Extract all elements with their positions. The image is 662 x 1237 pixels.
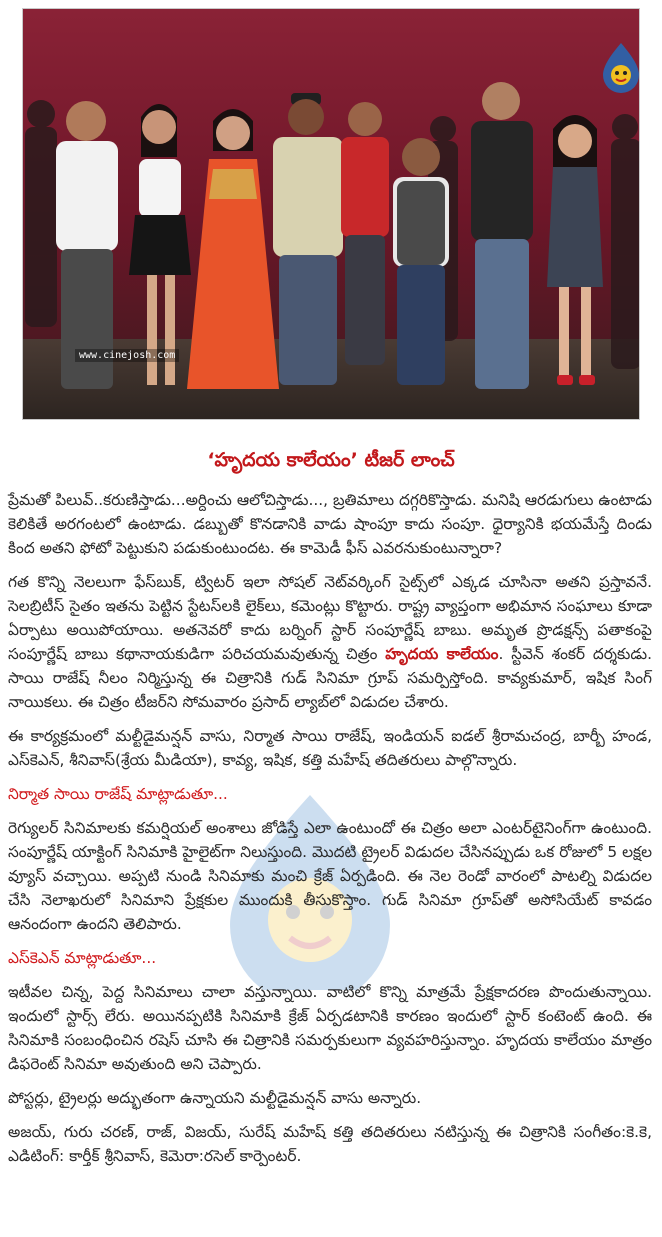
paragraph-vasu-quote: పోస్టర్లు, ట్రైలర్లు అద్భుతంగా ఉన్నాయని మల్టీడైమన్షన్ వాసు అన్నారు. (8, 1089, 422, 1107)
paragraph-skn-quote: ఇటీవల చిన్న, పెద్ద సినిమాలు చాలా వస్తున్నాయి. వాటిలో కొన్ని మాత్రమే ప్రేక్షకాదరణ పొందుతున్నాయి. ఇందులో స్టార్స్ లేరు. అయినప్పటికి సినిమాకి క్రేజ్ ఏర్పడటానికి కారణం ఇందులో స్టార్ కంటెంట్ ఉంది. ఈ సినిమాకి సంబంధించిన రషెస్ చూసి ఈ చిత్రానికి సమర్పకులుగా వ్యవహరిస్తున్నాం. హృదయ కాలేయం మాత్రం డిఫరెంట్ సినిమా అవుతుంది అని చెప్పారు. (8, 983, 652, 1073)
cinejosh-logo-icon (593, 39, 640, 95)
movie-title-highlight: హృదయ కాలేయం (385, 645, 499, 663)
event-photo (22, 8, 640, 420)
person-5 (341, 102, 389, 365)
subheading-producer: నిర్మాత సాయి రాజేష్ మాట్లాడుతూ... (8, 785, 228, 803)
person-7 (471, 82, 533, 389)
article-headline: ‘హృదయ కాలేయం’ టీజర్ లాంచ్ (207, 449, 455, 471)
paragraph-background (8, 570, 652, 714)
paragraph-attendees: ఈ కార్యక్రమంలో మల్టీడైమన్షన్ వాసు, నిర్మాత సాయి రాజేష్, ఇండియన్ ఐడల్ శ్రీరామచంద్ర, బార్బీ హండ, ఎస్‌కెఎన్, శీనివాస్(శ్రేయ మీడియా), కావ్య, ఇషిక, కత్తి మహేష్ తదితరులు పాల్గొన్నారు. (8, 727, 652, 769)
paragraph-cast-crew: అజయ్, గురు చరణ్, రాజ్, విజయ్, సురేష్ మహేష్ కత్తి తదితరులు నటిస్తున్న ఈ చిత్రానికి సంగీతం:కె.కె, ఎడిటింగ్: కార్తీక్ శ్రీనివాస్, కెమెరా:రసెల్ కార్పెంటర్. (8, 1123, 652, 1165)
photo-credit: www.cinejosh.com (75, 349, 179, 362)
paragraph-background-part1: గత కొన్ని నెలలుగా ఫేస్‌బుక్, ట్విటర్ ఇలా సోషల్ నెట్‌వర్కింగ్ సైట్స్‌లో ఎక్కడ చూసినా అతని ప్రస్తావనే. సెలబ్రిటీస్ సైతం ఇతను పెట్టిన స్టేటస్‌లకి లైక్‌లు, కమెంట్లు కొట్టారు. రాష్ట్ర వ్యాప్తంగా అభిమాన సంఘాలు కూడా ఏర్పాటు అయిపోయాయి. అతనెవరో కాదు బర్నింగ్ స్టార్ సంపూర్ణేష్ బాబు. అమృత ప్రొడక్షన్స్ పతాకంపై సంపూర్ణేష్ బాబు కథానాయకుడిగా పరిచయమవుతున్న చిత్రం (8, 573, 652, 663)
subheading-skn: ఎస్‌కెఎన్ మాట్లాడుతూ... (8, 949, 157, 967)
article-body (8, 488, 652, 1178)
person-1 (56, 101, 118, 389)
paragraph-background-part2: . స్టీవెన్ శంకర్ దర్శకుడు. సాయి రాజేష్ నీలం నిర్మిస్తున్న ఈ చిత్రానికి గుడ్ సినిమా గ్రూప్ సమర్పిస్తోంది. కావ్యకుమార్, ఇషిక సింగ్ నాయికలు. ఈ చిత్రం టీజర్‌ని సోమవారం ప్రసాద్ ల్యాబ్‌లో విడుదల చేశారు. (8, 645, 652, 711)
paragraph-producer-quote: రెగ్యులర్ సినిమాలకు కమర్షియల్ అంశాలు జోడిస్తే ఎలా ఉంటుందో ఈ చిత్రం అలా ఎంటర్‌టైనింగ్‌గా ఉంటుంది. సంపూర్ణేష్ యాక్టింగ్ సినిమాకి హైలైట్‌గా నిలుస్తుంది. మొదటి ట్రైలర్ విడుదల చేసినప్పుడు ఒక రోజులో 5 లక్షల వ్యూస్ వచ్చాయి. అప్పటి నుండి సినిమాకు మంచి క్రేజ్ ఏర్పడింది. ఈ నెల రెండో వారంలో పాటల్ని విడుదల చేసి నెలాఖరులో సినిమాని ప్రేక్షకుల ముందుకి తీసుకొస్తాం. గుడ్ సినిమా గ్రూప్‌తో అసోసియేట్ కావడం ఆనందంగా ఉందని తెలిపారు. (8, 819, 652, 933)
paragraph-intro: ప్రేమతో పిలువ్..కరుణిస్తాడు...అర్దించు ఆలోచిస్తాడు..., బ్రతిమాలు దగ్గరికొస్తాడు. మనిషి ఆరడుగులు ఉంటాడు కెలికితే అరగంటలో ఉంటాడు. డబ్బుతో కొనడానికి వాడు షాంపూ కాదు సంపూ. ధైర్యానికి భయమేస్తే దిండు కింద అతని ఫోటో పెట్టుకుని పడుకుంటుందట. ఈ కామెడీ ఫీస్ ఎవరనుకుంటున్నారా? (8, 491, 652, 557)
